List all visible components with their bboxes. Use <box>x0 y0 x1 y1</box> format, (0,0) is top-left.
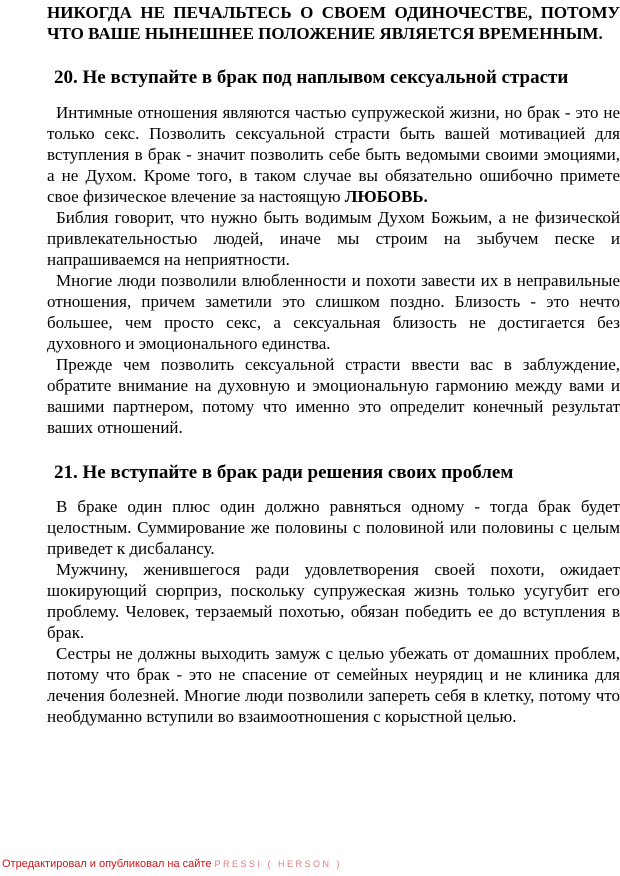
section-21-paragraph-1: В браке один плюс один должно равняться одному - тогда брак будет целостным. Суммирование же половины с половиной или половины с целым приведет к дисбалансу. <box>47 497 620 558</box>
section-20-heading: 20. Не вступайте в брак под наплывом сексуальной страсти <box>54 67 569 88</box>
section-20-body <box>47 102 620 438</box>
intro-statement: НИКОГДА НЕ ПЕЧАЛЬТЕСЬ О СВОЕМ ОДИНОЧЕСТВЕ, ПОТОМУ ЧТО ВАШЕ НЫНЕШНЕЕ ПОЛОЖЕНИЕ ЯВЛЯЕТСЯ ВРЕМЕННЫМ. <box>47 3 620 43</box>
section-20-paragraph-4: Прежде чем позволить сексуальной страсти ввести вас в заблуждение, обратите внимание на духовную и эмоциональную гармонию между вами и вашими партнером, потому что именно это определит конечный результат ваших отношений. <box>47 355 620 437</box>
section-21-body <box>47 496 620 727</box>
section-20-paragraph-1 <box>47 102 620 207</box>
footer-credit-text: Отредактировал и опубликовал на сайте <box>2 858 212 870</box>
document-page <box>47 0 620 727</box>
section-20-paragraph-3: Многие люди позволили влюбленности и похоти завести их в неправильные отношения, причем заметили это слишком поздно. Близость - это нечто большее, чем просто секс, а сексуальная близость не достигается без духовного и эмоционального единства. <box>47 271 620 353</box>
section-21-paragraph-3: Сестры не должны выходить замуж с целью убежать от домашних проблем, потому что брак - это не спасение от семейных неурядиц и не клиника для лечения болезней. Многие люди позволили запереть себя в клетку, потому что необдуманно вступили во взаимоотношения с корыстной целью. <box>47 644 620 726</box>
section-20-paragraph-2: Библия говорит, что нужно быть водимым Духом Божьим, а не физической привлекательностью людей, иначе мы строим на зыбучем песке и напрашиваемся на неприятности. <box>47 208 620 269</box>
section-20-paragraph-1-text: Интимные отношения являются частью супружеской жизни, но брак - это не только секс. Позволить сексуальной страсти быть вашей мотивацией для вступления в брак - значит позволить себе быть ведомыми своими эмоциями, а не Духом. Кроме того, в таком случае вы обязательно ошибочно примете свое физическое влечение за настоящую <box>47 103 620 206</box>
section-21-paragraph-2: Мужчину, женившегося ради удовлетворения своей похоти, ожидает шокирующий сюрприз, поскольку супружеская жизнь только усугубит его проблему. Человек, терзаемый похотью, обязан победить ее до вступления в брак. <box>47 560 620 642</box>
love-emphasis: ЛЮБОВЬ. <box>344 187 428 206</box>
footer-site-brand[interactable]: PRESSI ( HERSON ) <box>214 859 343 869</box>
footer-credit <box>2 858 342 870</box>
section-21-heading: 21. Не вступайте в брак ради решения своих проблем <box>54 462 514 483</box>
